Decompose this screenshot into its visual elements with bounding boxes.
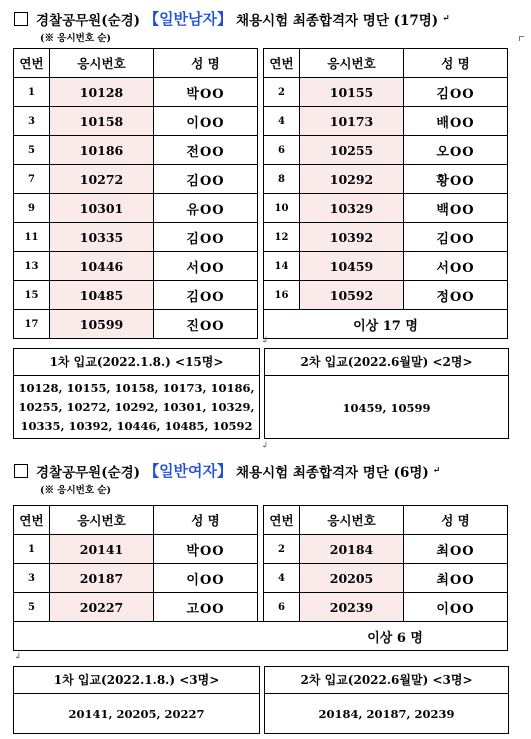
header-name: 성 명: [154, 506, 258, 535]
header-name: 성 명: [154, 49, 258, 78]
seq-number: 9: [14, 194, 50, 223]
header-seq: 연번: [14, 49, 50, 78]
candidate-name: 김OO: [154, 223, 258, 252]
exam-number: 10301: [50, 194, 154, 223]
paragraph-mark-icon: ↵: [432, 465, 441, 476]
male-entry1-line: 10128, 10155, 10158, 10173, 10186,: [18, 381, 255, 395]
female-sort-note: (※ 응시번호 순): [40, 485, 111, 496]
seq-number: 16: [264, 281, 300, 310]
exam-number: 10599: [50, 310, 154, 339]
exam-number: 10186: [50, 136, 154, 165]
exam-number: 10255: [300, 136, 404, 165]
female-entry1-body: 20141, 20205, 20227: [68, 707, 205, 721]
exam-number: 10158: [50, 107, 154, 136]
exam-number: 20184: [300, 535, 404, 564]
header-seq: 연번: [264, 49, 300, 78]
seq-number: 5: [14, 593, 50, 622]
seq-number: 4: [264, 564, 300, 593]
exam-number: 10392: [300, 223, 404, 252]
female-entry1-box: [13, 666, 260, 734]
seq-number: 7: [14, 165, 50, 194]
seq-number: 1: [14, 535, 50, 564]
table-row: [14, 252, 508, 281]
candidate-name: 고OO: [154, 593, 258, 622]
exam-number: 10173: [300, 107, 404, 136]
seq-number: 15: [14, 281, 50, 310]
exam-number: 20205: [300, 564, 404, 593]
candidate-name: 이OO: [404, 593, 508, 622]
candidate-name: 김OO: [404, 223, 508, 252]
candidate-name: 서OO: [154, 252, 258, 281]
table-row: [14, 593, 508, 622]
header-exam-no: 응시번호: [300, 506, 404, 535]
header-exam-no: 응시번호: [50, 49, 154, 78]
candidate-name: 백OO: [404, 194, 508, 223]
table-row: [14, 223, 508, 252]
seq-number: 10: [264, 194, 300, 223]
table-row: [14, 564, 508, 593]
candidate-name: 김OO: [404, 78, 508, 107]
female-entry2-header: 2차 입교(2022.6월말) <3명>: [265, 667, 508, 694]
male-entry1-header: 1차 입교(2022.1.8.) <15명>: [14, 349, 259, 376]
table-header-row: [14, 506, 508, 535]
exam-number: 20239: [300, 593, 404, 622]
checkbox-square-icon: [14, 464, 28, 478]
table-row: [14, 622, 508, 651]
table-row: [14, 535, 508, 564]
male-entry1-line: 10335, 10392, 10446, 10485, 10592: [20, 419, 253, 433]
seq-number: 11: [14, 223, 50, 252]
seq-number: 6: [264, 593, 300, 622]
exam-number: 20141: [50, 535, 154, 564]
candidate-name: 최OO: [404, 535, 508, 564]
seq-number: 13: [14, 252, 50, 281]
male-entry1-line: 10255, 10272, 10292, 10301, 10329,: [18, 400, 255, 414]
female-title-highlight: 【일반여자】: [144, 462, 233, 480]
candidate-name: 김OO: [154, 281, 258, 310]
male-total: 이상 17 명: [264, 310, 508, 339]
seq-number: 17: [14, 310, 50, 339]
header-exam-no: 응시번호: [300, 49, 404, 78]
exam-number: 10592: [300, 281, 404, 310]
table-header-row: [14, 49, 508, 78]
candidate-name: 정OO: [404, 281, 508, 310]
female-entry2-body: 20184, 20187, 20239: [318, 707, 455, 721]
male-title-suffix: 채용시험 최종합격자 명단 (17명): [236, 12, 439, 29]
seq-number: 5: [14, 136, 50, 165]
male-entry2-header: 2차 입교(2022.6월말) <2명>: [265, 349, 508, 376]
seq-number: 6: [264, 136, 300, 165]
candidate-name: 유OO: [154, 194, 258, 223]
exam-number: 10446: [50, 252, 154, 281]
male-entry2-box: [264, 348, 509, 439]
table-row: [14, 136, 508, 165]
exam-number: 10459: [300, 252, 404, 281]
male-entry2-body: 10459, 10599: [342, 401, 431, 415]
candidate-name: 김OO: [154, 165, 258, 194]
paragraph-mark-icon: ↵: [442, 13, 450, 24]
female-title-prefix: 경찰공무원(순경): [36, 464, 141, 481]
candidate-name: 전OO: [154, 136, 258, 165]
exam-number: 10485: [50, 281, 154, 310]
candidate-name: 서OO: [404, 252, 508, 281]
candidate-name: 박OO: [154, 535, 258, 564]
table-row: [14, 281, 508, 310]
seq-number: 3: [14, 564, 50, 593]
candidate-name: 오OO: [404, 136, 508, 165]
exam-number: 10128: [50, 78, 154, 107]
seq-number: 1: [14, 78, 50, 107]
seq-number: 8: [264, 165, 300, 194]
candidate-name: 진OO: [154, 310, 258, 339]
return-mark-icon: ↲: [261, 441, 269, 451]
header-seq: 연번: [14, 506, 50, 535]
exam-number: 10155: [300, 78, 404, 107]
exam-number: 20187: [50, 564, 154, 593]
male-entry1-box: [13, 348, 260, 439]
candidate-name: 배OO: [404, 107, 508, 136]
female-entry1-header: 1차 입교(2022.1.8.) <3명>: [14, 667, 259, 694]
female-total: 이상 6 명: [14, 622, 508, 651]
male-sort-note: (※ 응시번호 순): [40, 33, 111, 44]
return-mark-icon: ↲: [14, 652, 22, 662]
candidate-name: 최OO: [404, 564, 508, 593]
candidate-name: 이OO: [154, 564, 258, 593]
seq-number: 2: [264, 78, 300, 107]
header-exam-no: 응시번호: [50, 506, 154, 535]
seq-number: 2: [264, 535, 300, 564]
male-title-highlight: 【일반남자】: [144, 10, 233, 28]
table-row: [14, 107, 508, 136]
candidate-name: 박OO: [154, 78, 258, 107]
seq-number: 4: [264, 107, 300, 136]
exam-number: 10329: [300, 194, 404, 223]
exam-number: 10335: [50, 223, 154, 252]
candidate-name: 황OO: [404, 165, 508, 194]
female-title-suffix: 채용시험 최종합격자 명단 (6명): [236, 464, 429, 481]
table-row: [14, 310, 508, 339]
exam-number: 10292: [300, 165, 404, 194]
candidate-name: 이OO: [154, 107, 258, 136]
male-section-title: [14, 8, 450, 29]
seq-number: 3: [14, 107, 50, 136]
exam-number: 10272: [50, 165, 154, 194]
female-section-title: [14, 460, 440, 481]
header-name: 성 명: [404, 506, 508, 535]
checkbox-square-icon: [14, 12, 28, 26]
male-roster-table: [13, 48, 508, 339]
page-edge-marker: [519, 36, 524, 41]
seq-number: 14: [264, 252, 300, 281]
female-roster-table: [13, 505, 508, 651]
seq-number: 12: [264, 223, 300, 252]
female-entry2-box: [264, 666, 509, 734]
table-row: [14, 165, 508, 194]
return-mark-icon: ↲: [261, 336, 269, 346]
header-name: 성 명: [404, 49, 508, 78]
header-seq: 연번: [264, 506, 300, 535]
exam-number: 20227: [50, 593, 154, 622]
table-row: [14, 78, 508, 107]
table-row: [14, 194, 508, 223]
male-title-prefix: 경찰공무원(순경): [36, 12, 141, 29]
